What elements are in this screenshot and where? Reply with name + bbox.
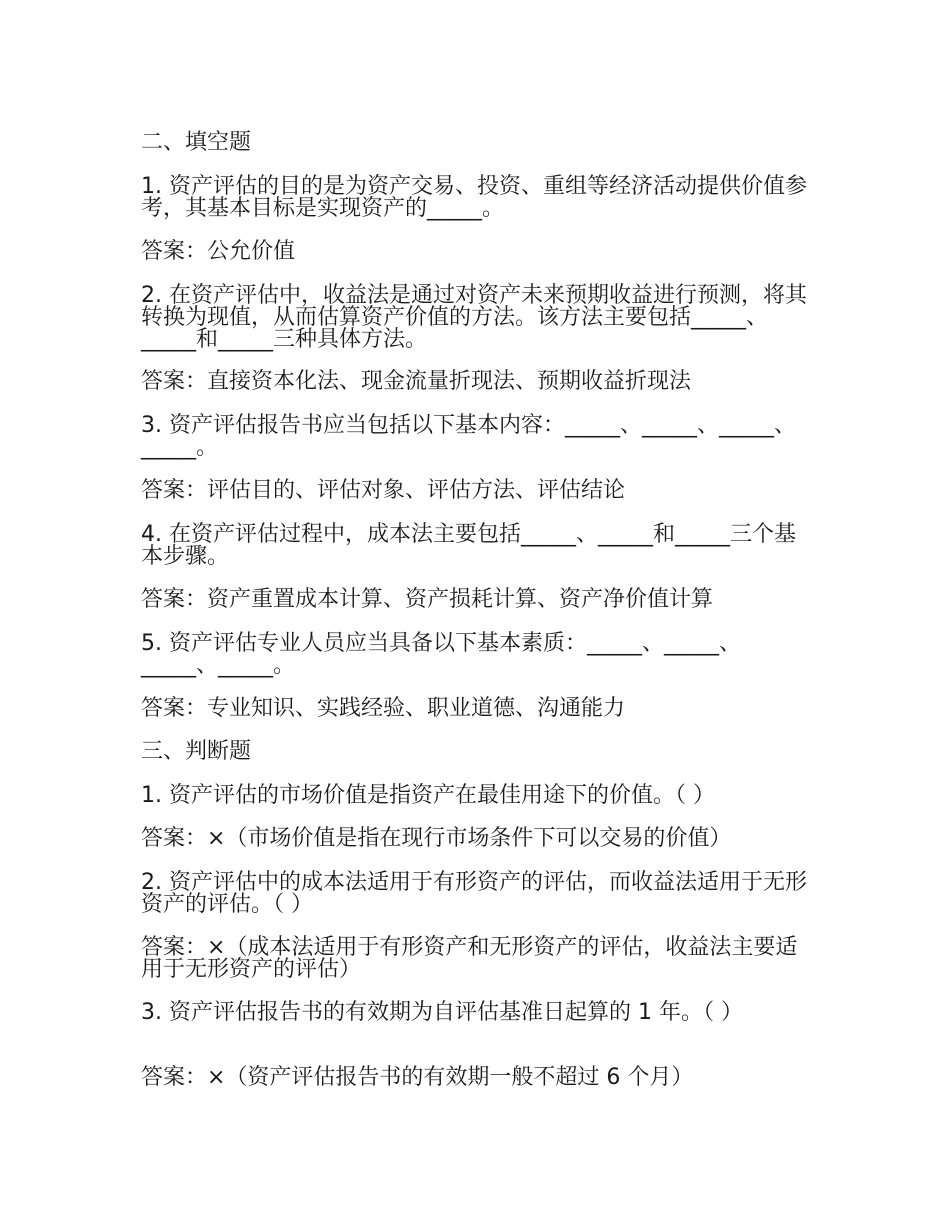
fill-answer-1: 答案：公允价值 xyxy=(141,239,296,264)
judge-answer-3: 答案：×（资产评估报告书的有效期一般不超过 6 个月） xyxy=(141,1065,694,1090)
fill-answer-5: 答案：专业知识、实践经验、职业道德、沟通能力 xyxy=(141,696,626,721)
fill-question-5: 5. 资产评估专业人员应当具备以下基本素质：_____、_____、_____、_____。 xyxy=(141,631,741,678)
judge-answer-1: 答案：×（市场价值是指在现行市场条件下可以交易的价值） xyxy=(141,826,732,851)
judge-answer-2: 答案：×（成本法适用于有形资产和无形资产的评估，收益法主要适用于无形资产的评估） xyxy=(141,935,798,982)
fill-question-2: 2. 在资产评估中，收益法是通过对资产未来预期收益进行预测，将其转换为现值，从而估算资产价值的方法。该方法主要包括_____、_____和_____三种具体方法。 xyxy=(141,283,807,352)
section-heading-fill-blank: 二、填空题 xyxy=(141,130,252,155)
fill-question-4: 4. 在资产评估过程中，成本法主要包括_____、_____和_____三个基本步骤。 xyxy=(141,522,796,569)
fill-answer-2: 答案：直接资本化法、现金流量折现法、预期收益折现法 xyxy=(141,369,692,394)
judge-question-3: 3. 资产评估报告书的有效期为自评估基准日起算的 1 年。（ ） xyxy=(141,1000,743,1025)
judge-question-1: 1. 资产评估的市场价值是指资产在最佳用途下的价值。（ ） xyxy=(141,783,715,808)
section-heading-true-false: 三、判断题 xyxy=(141,739,252,764)
fill-question-1: 1. 资产评估的目的是为资产交易、投资、重组等经济活动提供价值参考，其基本目标是实现资产的_____。 xyxy=(141,174,807,221)
fill-question-3: 3. 资产评估报告书应当包括以下基本内容：_____、_____、_____、_____。 xyxy=(141,413,796,460)
fill-answer-3: 答案：评估目的、评估对象、评估方法、评估结论 xyxy=(141,478,626,503)
fill-answer-4: 答案：资产重置成本计算、资产损耗计算、资产净价值计算 xyxy=(141,587,714,612)
judge-question-2: 2. 资产评估中的成本法适用于有形资产的评估，而收益法适用于无形资产的评估。（ ） xyxy=(141,870,807,917)
